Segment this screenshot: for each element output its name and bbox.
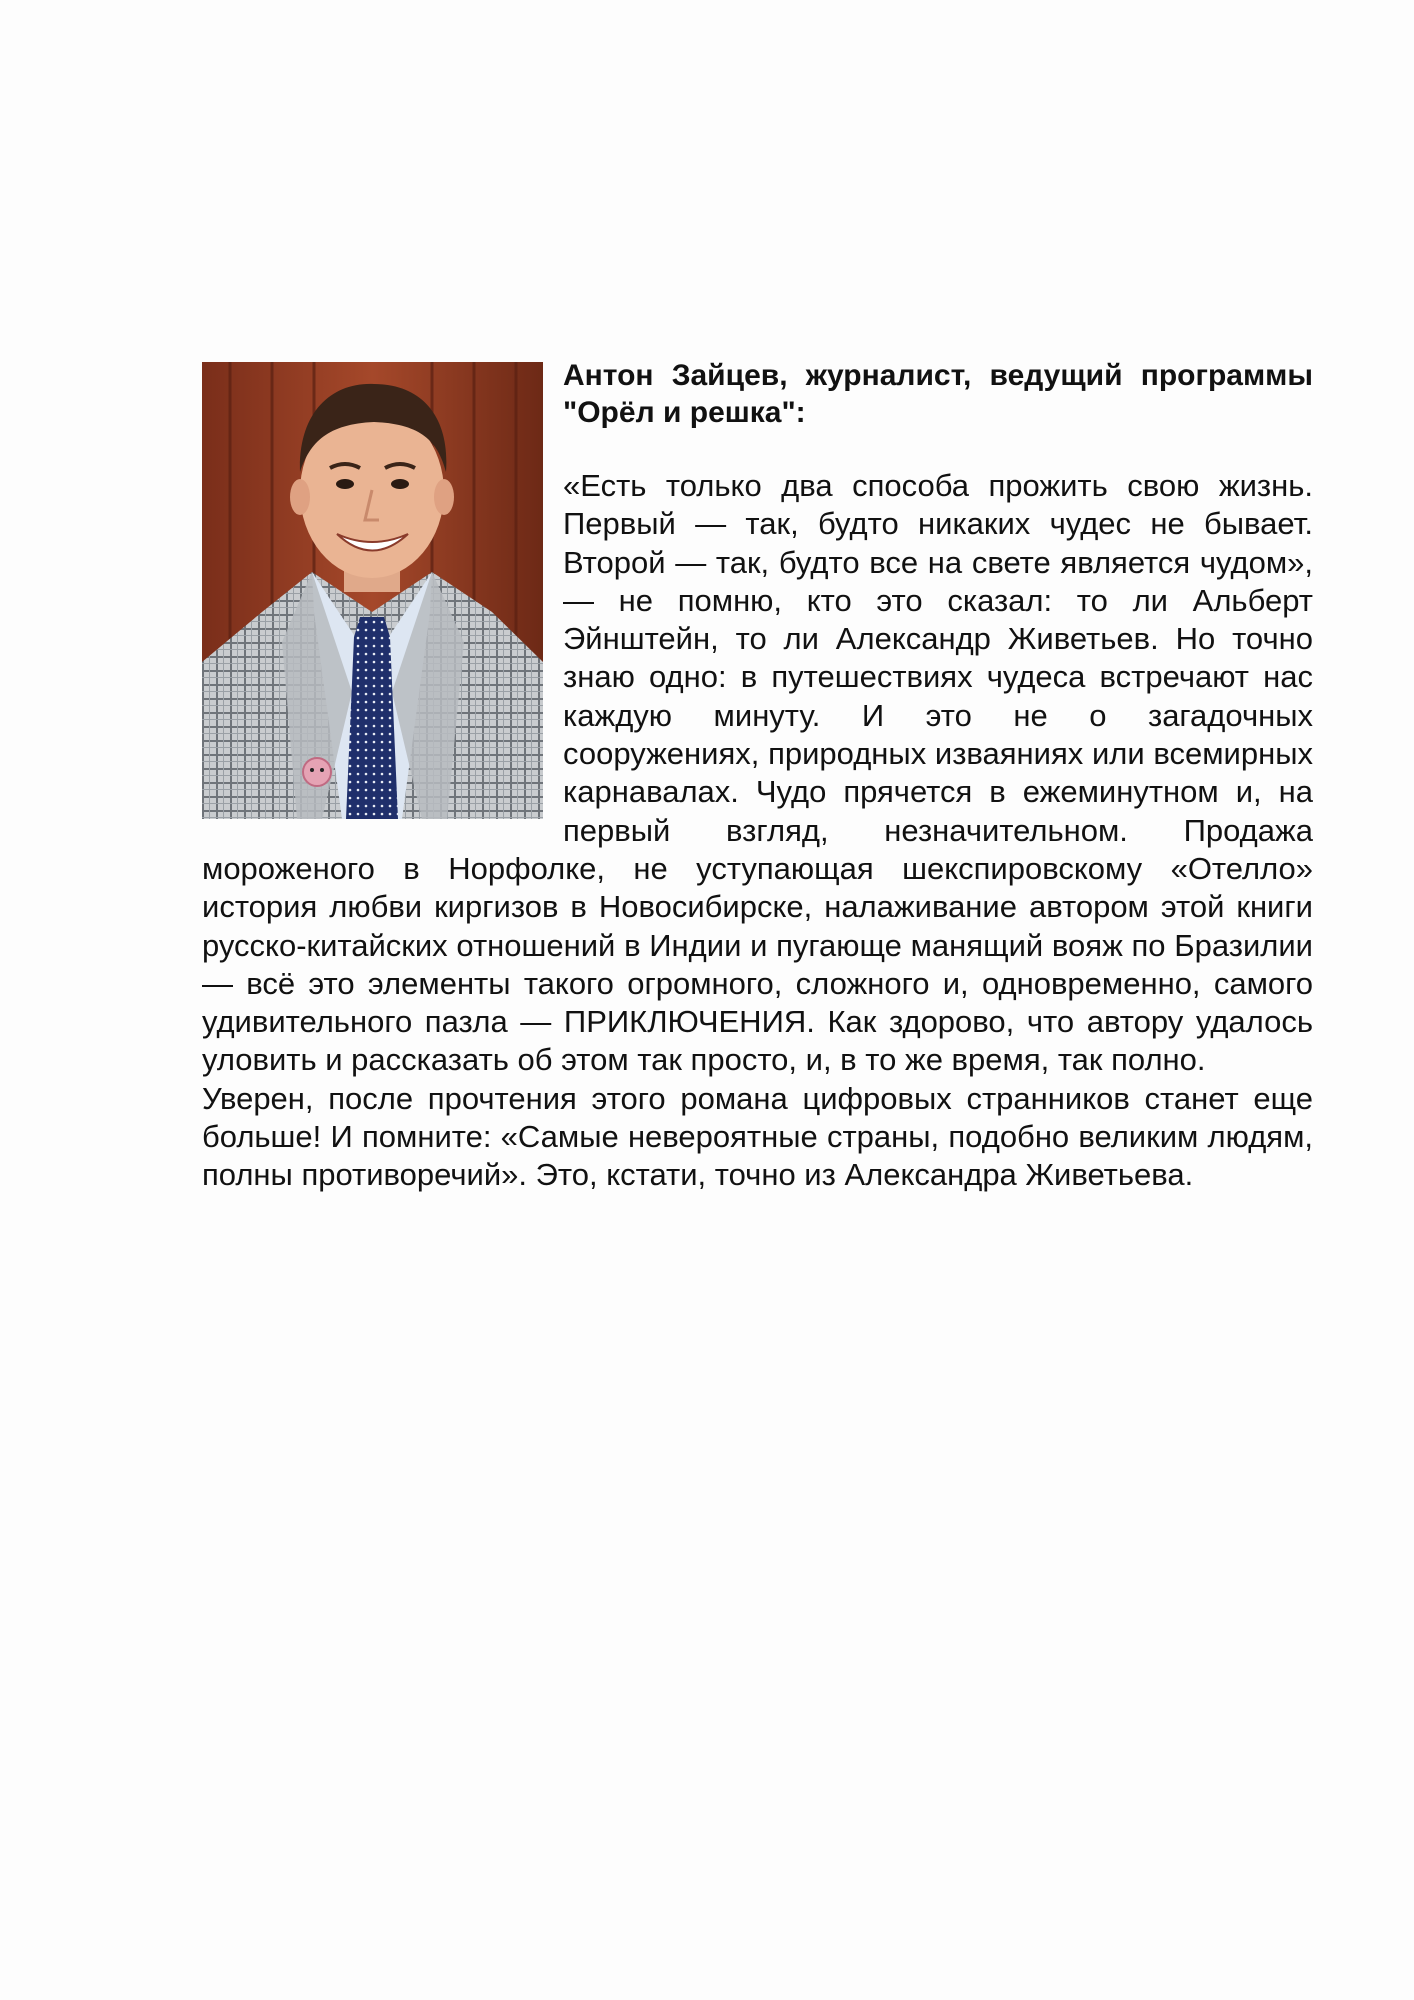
portrait-image <box>202 362 543 819</box>
quote-paragraph-2: Уверен, после прочтения этого романа цифровых странников станет еще больше! И помните: «Самые невероятные страны, подобно великим людям, полны противоречий». Это, кстати, точно из Александра Живетьева. <box>202 1080 1313 1193</box>
author-portrait <box>202 362 543 819</box>
quote-block <box>202 357 1313 1195</box>
quote-author-heading: Антон Зайцев, журналист, ведущий программы "Орёл и решка": <box>563 359 1313 429</box>
quote-paragraph-1: «Есть только два способа прожить свою жизнь. Первый — так, будто никаких чудес не бывает. Второй — так, будто все на свете является чудом», — не помню, кто это сказал: то ли Альберт Эйнштейн, то ли Александр Живетьев. Но точно знаю одно: в путешествиях чудеса встречают нас каждую минуту. И это не о загадочных сооружениях, природных изваяниях или всемирных карнавалах. Чудо прячется в ежеминутном и, на первый взгляд, незначительном. Продажа мороженого в Норфолке, не уступающая шекспировскому «Отелло» история любви киргизов в Новосибирске, налаживание автором этой книги русско-китайских отношений в Индии и пугающе манящий вояж по Бразилии — всё это элементы такого огромного, сложного и, одновременно, самого удивительного пазла — ПРИКЛЮЧЕНИЯ. Как здорово, что автору удалось уловить и рассказать об этом так просто, и, в то же время, так полно. <box>202 468 1313 1078</box>
